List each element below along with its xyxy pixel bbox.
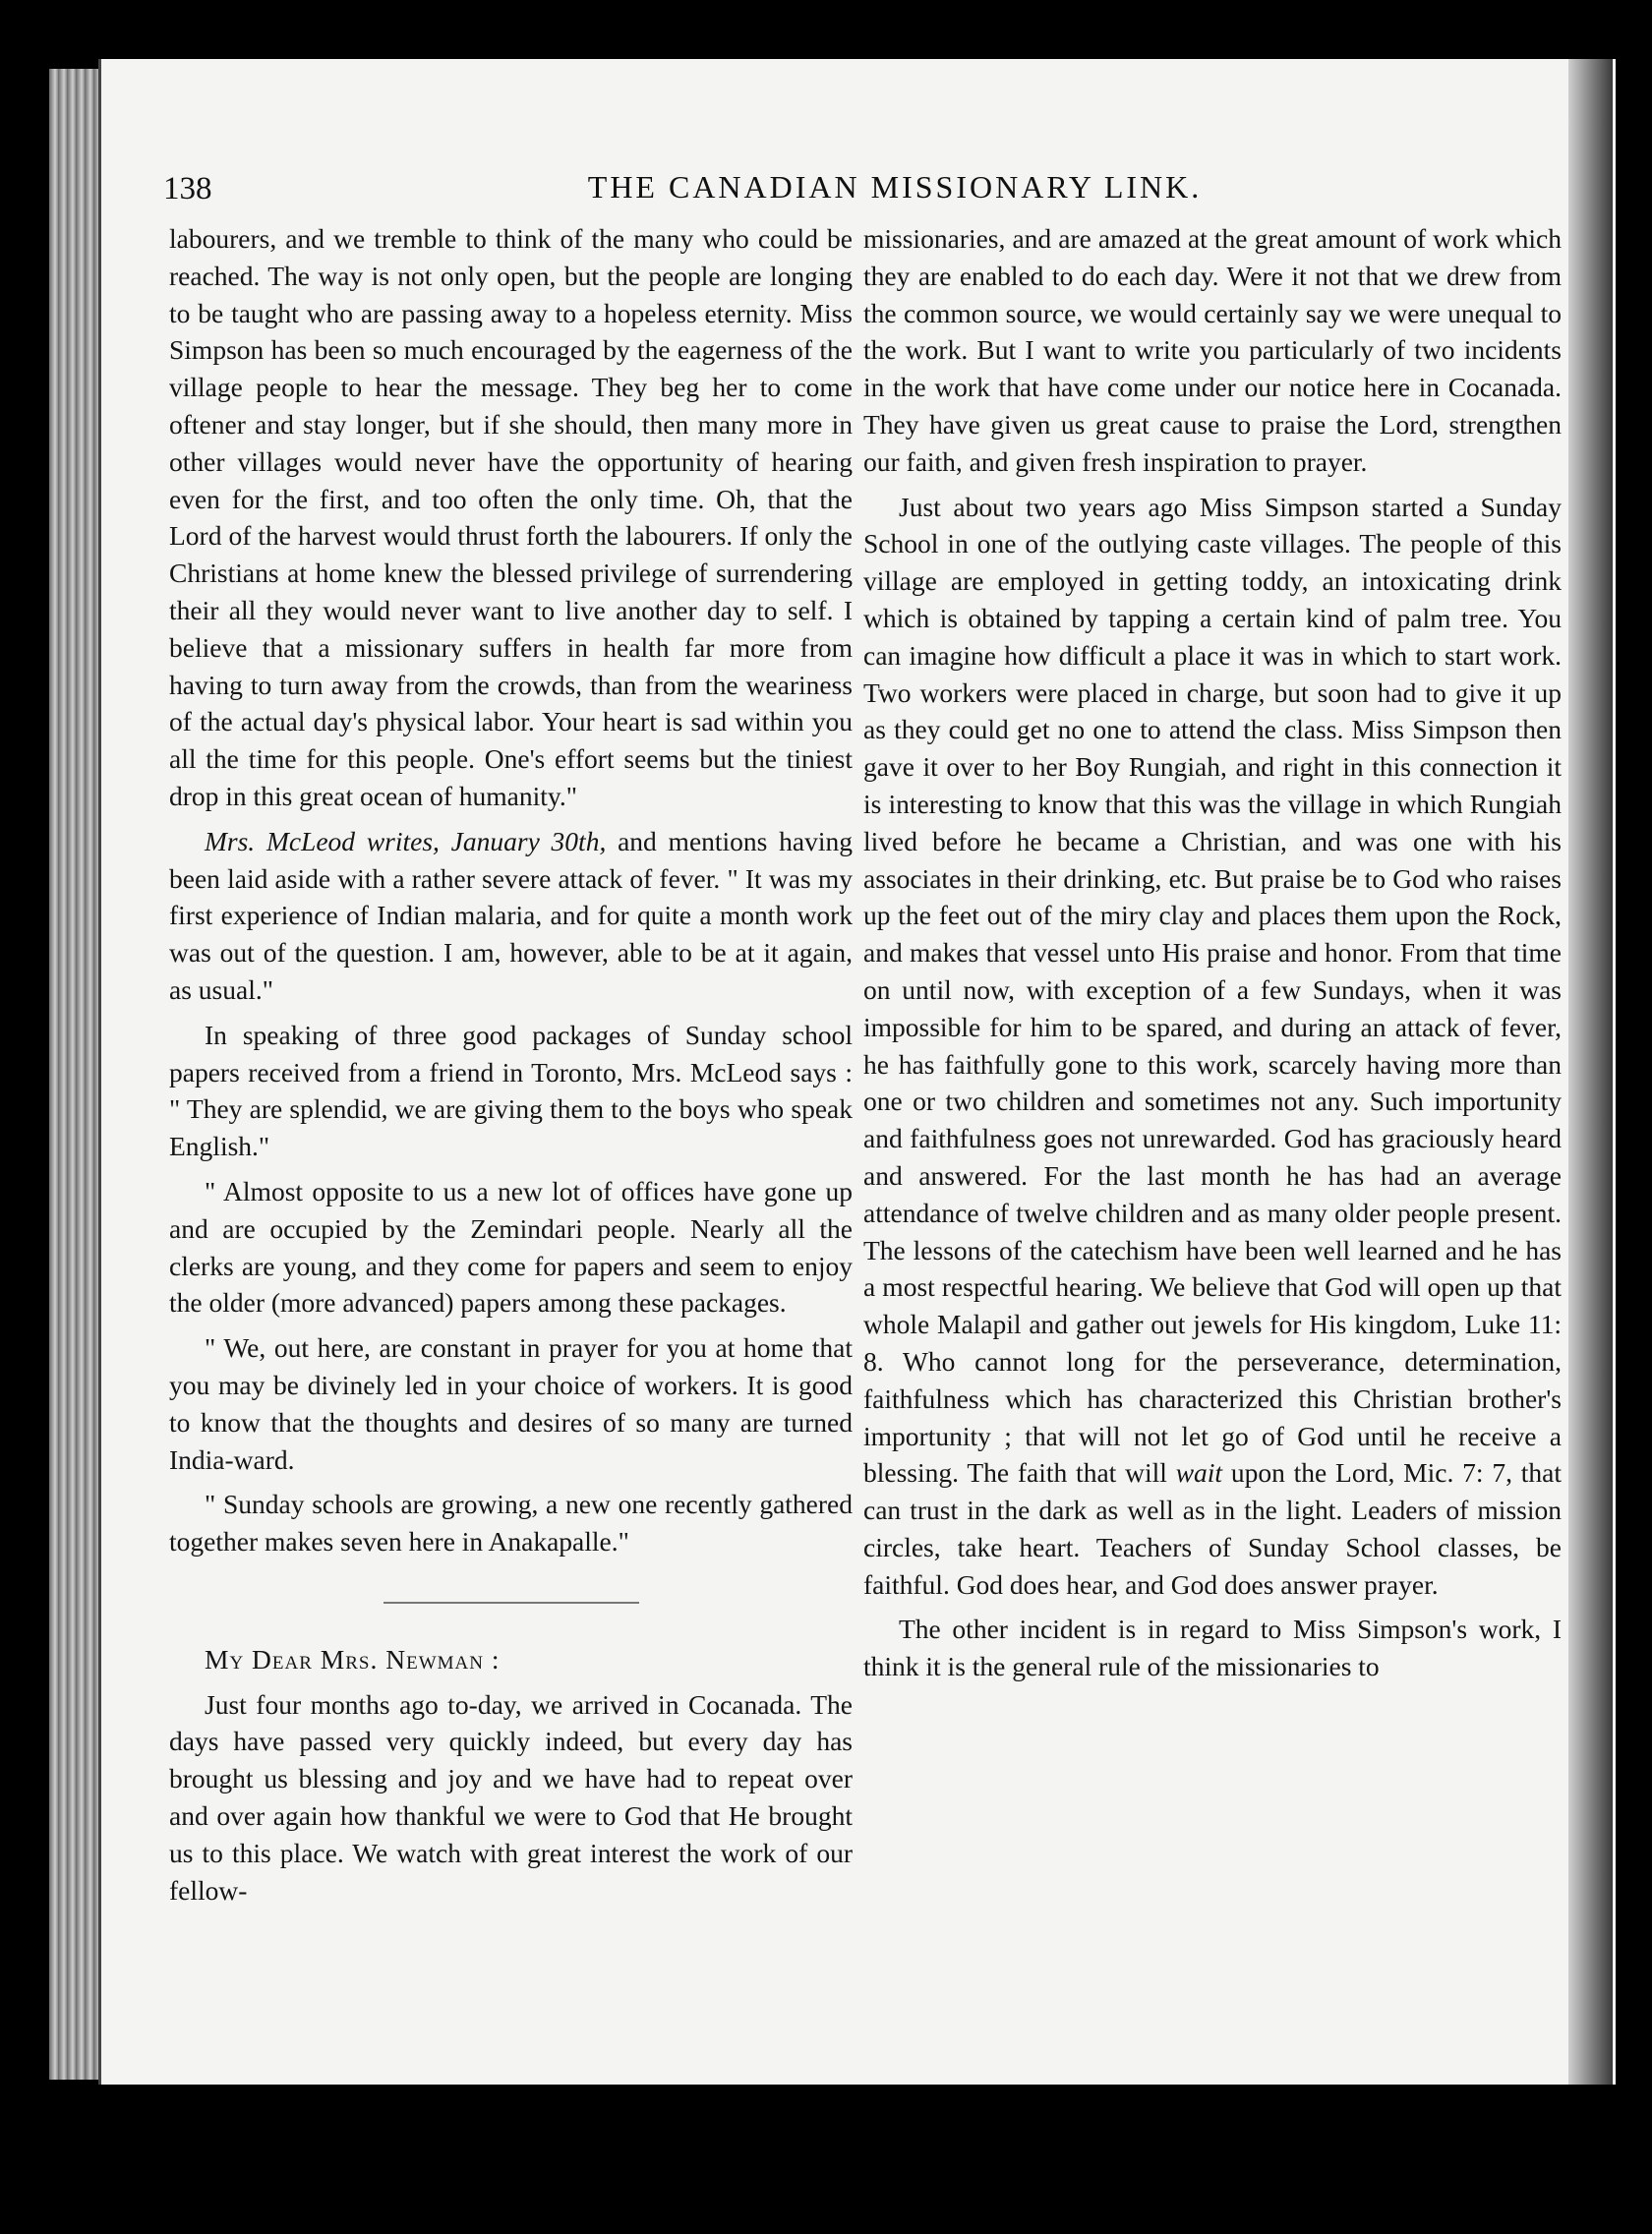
paragraph	[169, 823, 853, 1009]
paragraph: " Sunday schools are growing, a new one recently gathered together makes seven here in Anakapalle."	[169, 1489, 853, 1558]
paragraph-text: Just about two years ago Miss Simpson started a Sunday School in one of the outlying caste villages. The people of this village are employed in getting toddy, an intoxicating drink which is obtained by tapping a certain kind of palm tree. You can imagine how difficult a place it was in which to start work. Two workers were placed in charge, but soon had to give it up as they could get no one to attend the class. Miss Simpson then gave it over to her Boy Rungiah, and right in this connection it is interesting to know that this was the village in which Rungiah lived before he became a Christian, and was one with his associates in their drinking, etc. But praise be to God who raises up the feet out of the miry clay and places them upon the Rock, and makes that vessel unto His praise and honor. From that time on until now, with exception of a few Sundays, when it was impossible for him to be spared, and during an attack of fever, he has faithfully gone to this work, scarcely having more than one or two children and sometimes not any. Such importunity and faithfulness goes not unrewarded. God has graciously heard and answered. For the last month he has had an average attendance of twelve children and as many older people present. The lessons of the catechism have been well learned and he has a most respectful hearing. We believe that God will open up that whole Malapil and gather out jewels for His kingdom, Luke 11: 8. Who cannot long for the perseverance, determination, faithfulness which has characterized this Christian brother's importunity ; that will not let go of God until he receive a blessing. The faith that will	[863, 491, 1562, 1489]
paragraph: Just four months ago to-day, we arrived in Cocanada. The days have passed very quickly indeed, but every day has brought us blessing and joy and we have had to repeat over and over again how thankful we were to God that He brought us to this place. We watch with great interest the work of our fellow-	[169, 1688, 853, 1906]
binding-shadow	[1568, 59, 1613, 2085]
section-divider	[384, 1602, 639, 1604]
letter-salutation: My Dear Mrs. Newman :	[205, 1643, 501, 1675]
paragraph: missionaries, and are amazed at the great amount of work which they are enabled to do each day. Were it not that we drew from the common source, we would certainly say we were unequal to the work. But I want to write you particularly of two incidents in the work that have come under our notice here in Cocanada. They have given us great cause to praise the Lord, strengthen our faith, and given fresh inspiration to prayer.	[863, 223, 1562, 477]
page-number: 138	[163, 171, 212, 206]
paragraph: labourers, and we tremble to think of the many who could be reached. The way is not only open, but the people are longing to be taught who are passing away to a hopeless eternity. Miss Simpson has been so much encouraged by the eagerness of the village people to hear the message. They beg her to come oftener and stay longer, but if she should, then many more in other villages would never have the opportunity of hearing even for the first, and too often the only time. Oh, that the Lord of the harvest would thrust forth the labourers. If only the Christians at home knew the blessed privilege of surrendering their all they would never want to live another day to self. I believe that a missionary suffers in health far more from having to turn away from the crowds, than from the weariness of the actual day's physical labor. Your heart is sad within you all the time for this people. One's effort seems but the tiniest drop in this great ocean of humanity."	[169, 223, 853, 811]
paragraph: " Almost opposite to us a new lot of offices have gone up and are occupied by the Zemindari people. Nearly all the clerks are young, and they come for papers and seem to enjoy the older (more advanced) papers among these packages.	[169, 1175, 853, 1319]
running-title: THE CANADIAN MISSIONARY LINK.	[587, 169, 1203, 205]
right-column	[863, 220, 1562, 1693]
paragraph: The other incident is in regard to Miss Simpson's work, I think it is the general rule of the missionaries to	[863, 1614, 1562, 1682]
emphasis: wait	[1175, 1457, 1223, 1489]
dateline: Mrs. McLeod writes, January 30th,	[205, 825, 607, 856]
paragraph: " We, out here, are constant in prayer for you at home that you may be divinely led in your choice of workers. It is good to know that the thoughts and desires of so many are turned India-ward.	[169, 1332, 853, 1475]
paragraph-text: upon the Lord, Mic. 7: 7, that can trust in the dark as well as in the light. Leaders of mission circles, take heart. Teachers of Sunday School classes, be faithful. God does hear, and God does answer prayer.	[863, 1457, 1563, 1600]
paragraph	[863, 489, 1562, 1604]
paragraph: In speaking of three good packages of Sunday school papers received from a friend in Toronto, Mrs. McLeod says : " They are splendid, we are giving them to the boys who speak English."	[169, 1019, 853, 1162]
scan-bottom-border	[98, 2085, 1613, 2234]
page-header	[157, 110, 1554, 206]
left-column	[169, 220, 853, 1916]
paragraph-text: and mentions having been laid aside with a rather severe attack of fever. " It was my first experience of Indian malaria, and for quite a month work was out of the question. I am, however, able to be at it again, as usual."	[169, 825, 853, 1005]
